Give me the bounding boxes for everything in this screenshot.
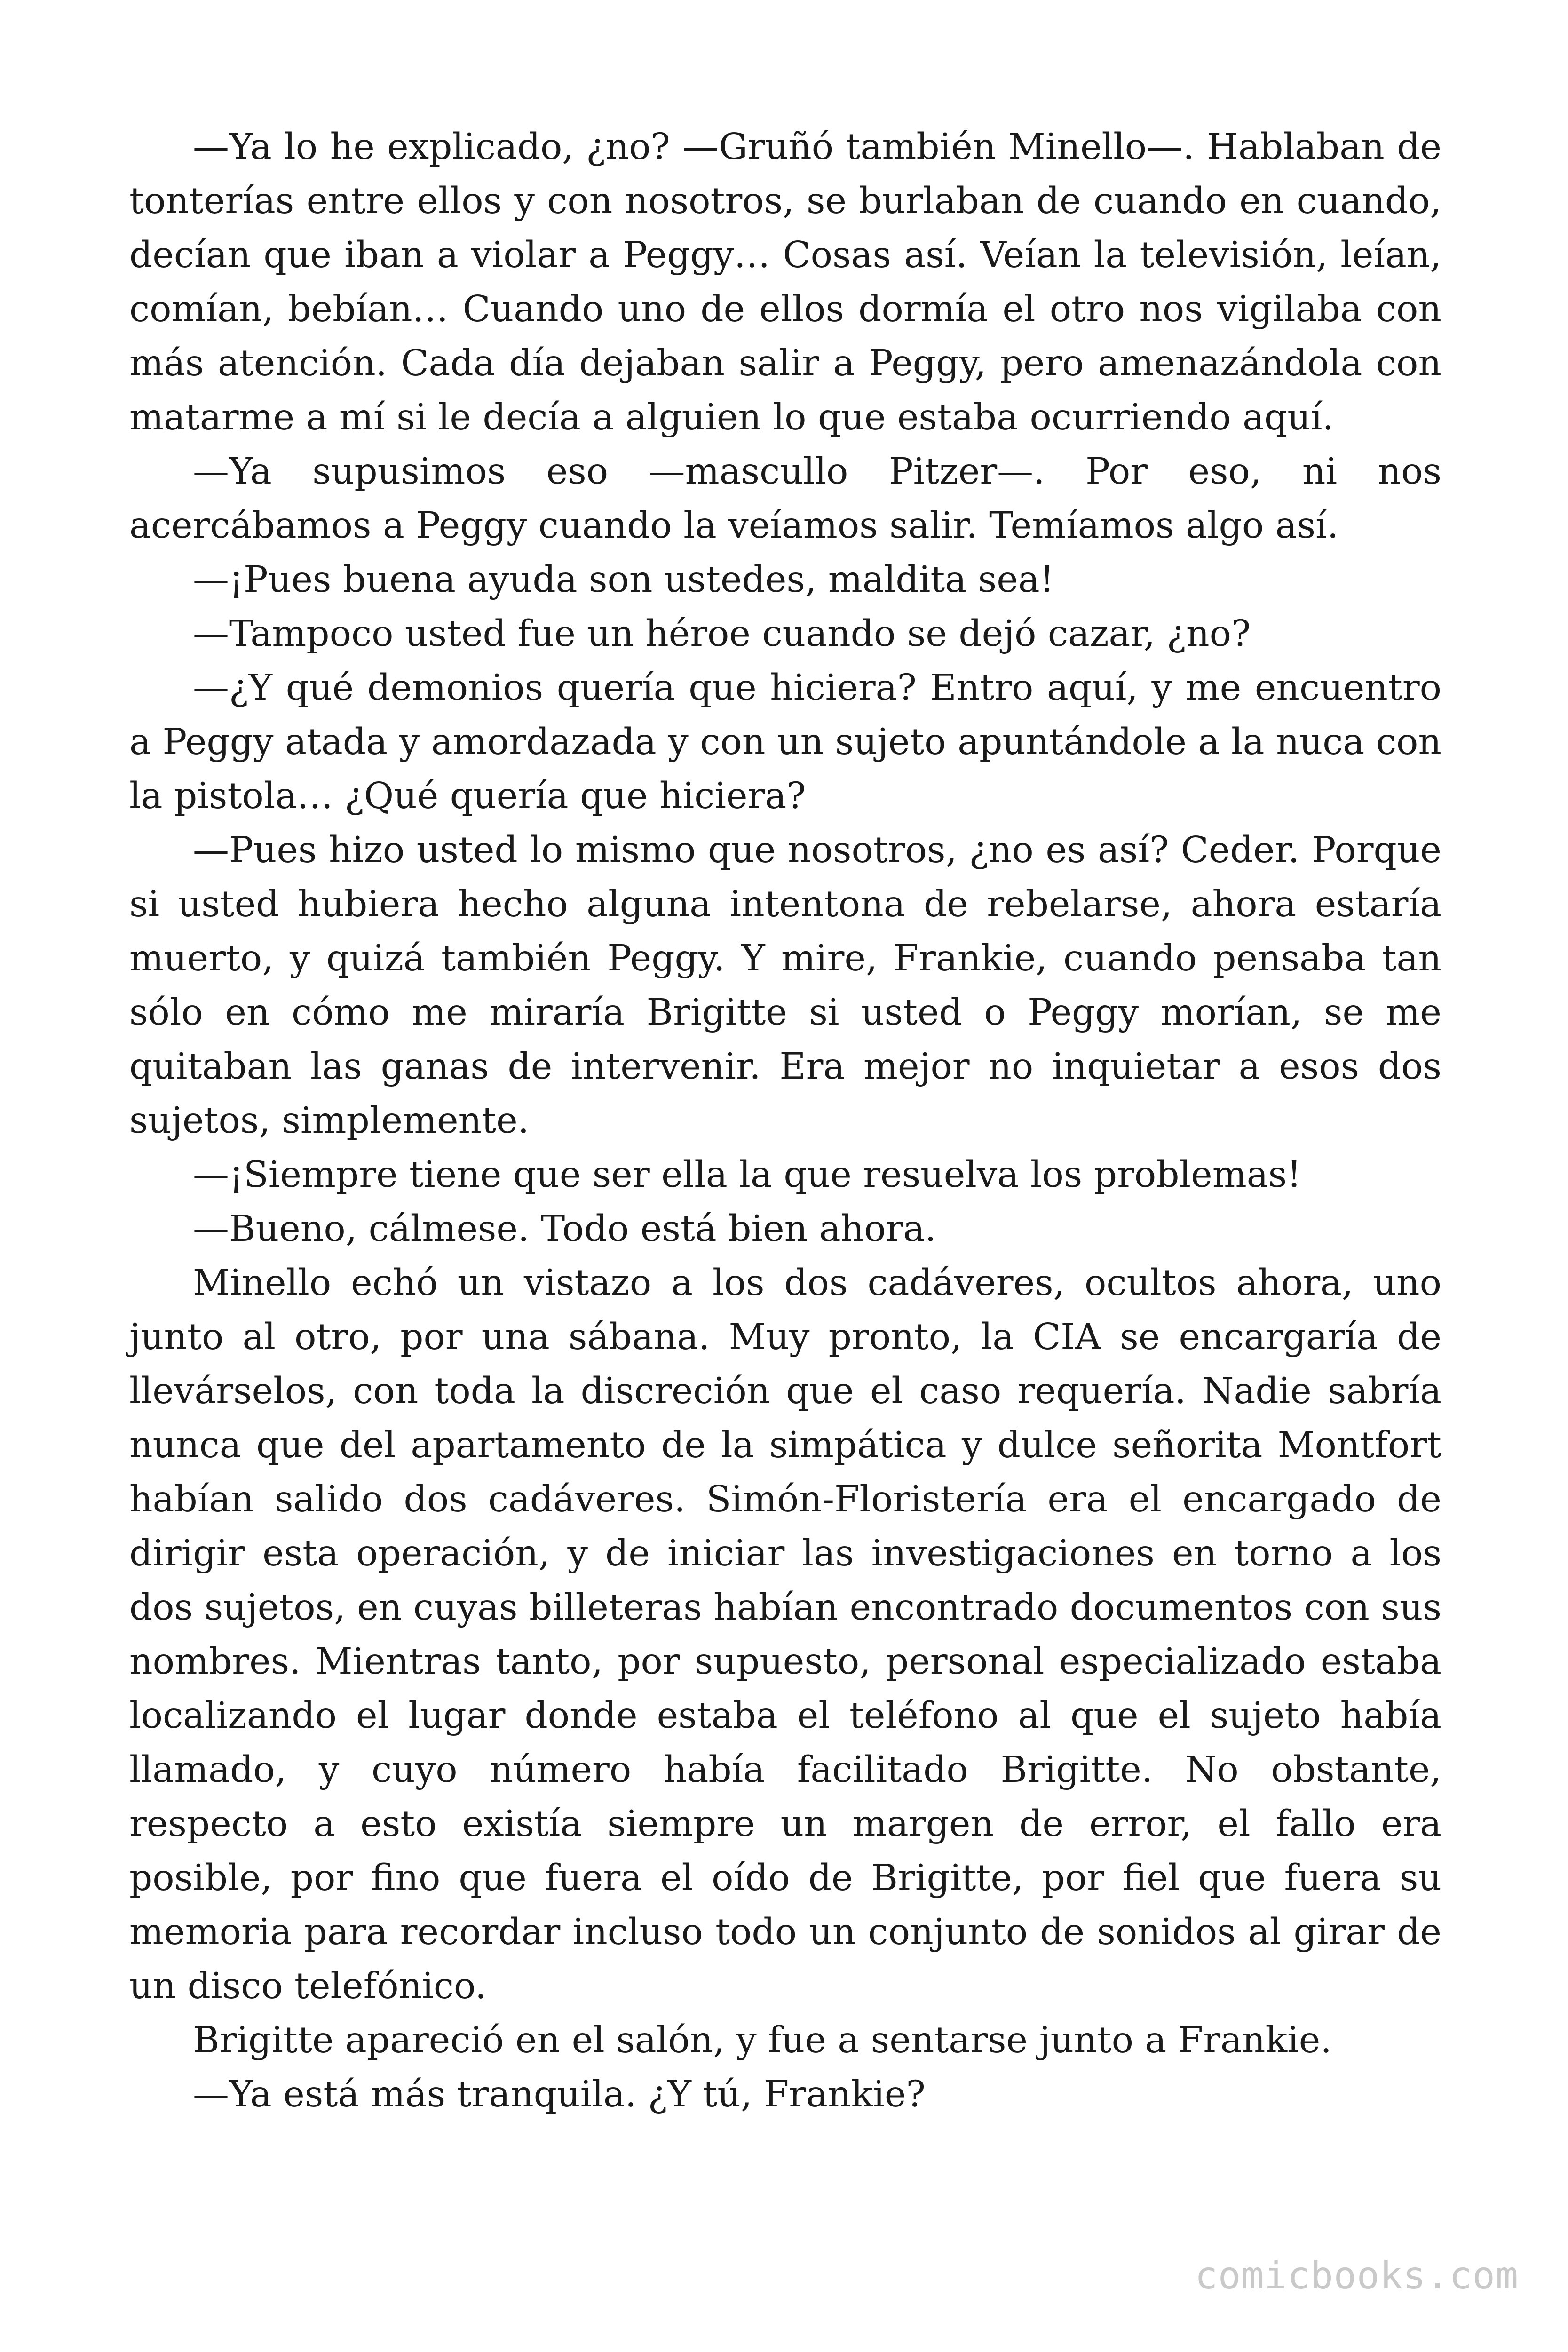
- paragraph: —¡Siempre tiene que ser ella la que resuelva los problemas!: [193, 1154, 1302, 1196]
- watermark: comicbooks.com: [1195, 2254, 1519, 2297]
- paragraph: Minello echó un vistazo a los dos cadáveres, ocultos ahora, uno junto al otro, por una sábana. Muy pronto, la CIA se encargaría de llevárselos, con toda la discreción que el caso requería. Nadie sabría nunca que del apartamento de la simpática y dulce señorita Montfort habían salido dos cadáveres. Simón-Floristería era el encargado de dirigir esta operación, y de iniciar las investigaciones en torno a los dos sujetos, en cuyas billeteras habían encontrado documentos con sus nombres. Mientras tanto, por supuesto, personal especializado estaba localizando el lugar donde estaba el teléfono al que el sujeto había llamado, y cuyo número había facilitado Brigitte. No obstante, respecto a esto existía siempre un margen de error, el fallo era posible, por fino que fuera el oído de Brigitte, por fiel que fuera su memoria para recordar incluso todo un conjunto de sonidos al girar de un disco telefónico.: [129, 1262, 1441, 2007]
- paragraph: —¡Pues buena ayuda son ustedes, maldita sea!: [193, 559, 1054, 601]
- paragraph: —Tampoco usted fue un héroe cuando se dejó cazar, ¿no?: [193, 613, 1251, 655]
- paragraph: —Ya está más tranquila. ¿Y tú, Frankie?: [193, 2074, 926, 2115]
- paragraph: —Ya lo he explicado, ¿no? —Gruñó también Minello—. Hablaban de tonterías entre ellos y con nosotros, se burlaban de cuando en cuando, decían que iban a violar a Peggy… Cosas así. Veían la televisión, leían, comían, bebían… Cuando uno de ellos dormía el otro nos vigilaba con más atención. Cada día dejaban salir a Peggy, pero amenazándola con matarme a mí si le decía a alguien lo que estaba ocurriendo aquí.: [129, 126, 1441, 438]
- page-text: [129, 120, 1441, 2122]
- paragraph: —Pues hizo usted lo mismo que nosotros, ¿no es así? Ceder. Porque si usted hubiera hecho alguna intentona de rebelarse, ahora estaría muerto, y quizá también Peggy. Y mire, Frankie, cuando pensaba tan sólo en cómo me miraría Brigitte si usted o Peggy morían, se me quitaban las ganas de intervenir. Era mejor no inquietar a esos dos sujetos, simplemente.: [129, 829, 1441, 1142]
- paragraph: —Ya supusimos eso —mascullo Pitzer—. Por eso, ni nos acercábamos a Peggy cuando la veíamos salir. Temíamos algo así.: [129, 451, 1441, 547]
- paragraph: —¿Y qué demonios quería que hiciera? Entro aquí, y me encuentro a Peggy atada y amordazada y con un sujeto apuntándole a la nuca con la pistola… ¿Qué quería que hiciera?: [129, 667, 1441, 817]
- paragraph: Brigitte apareció en el salón, y fue a sentarse junto a Frankie.: [193, 2019, 1332, 2061]
- paragraph: —Bueno, cálmese. Todo está bien ahora.: [193, 1208, 936, 1250]
